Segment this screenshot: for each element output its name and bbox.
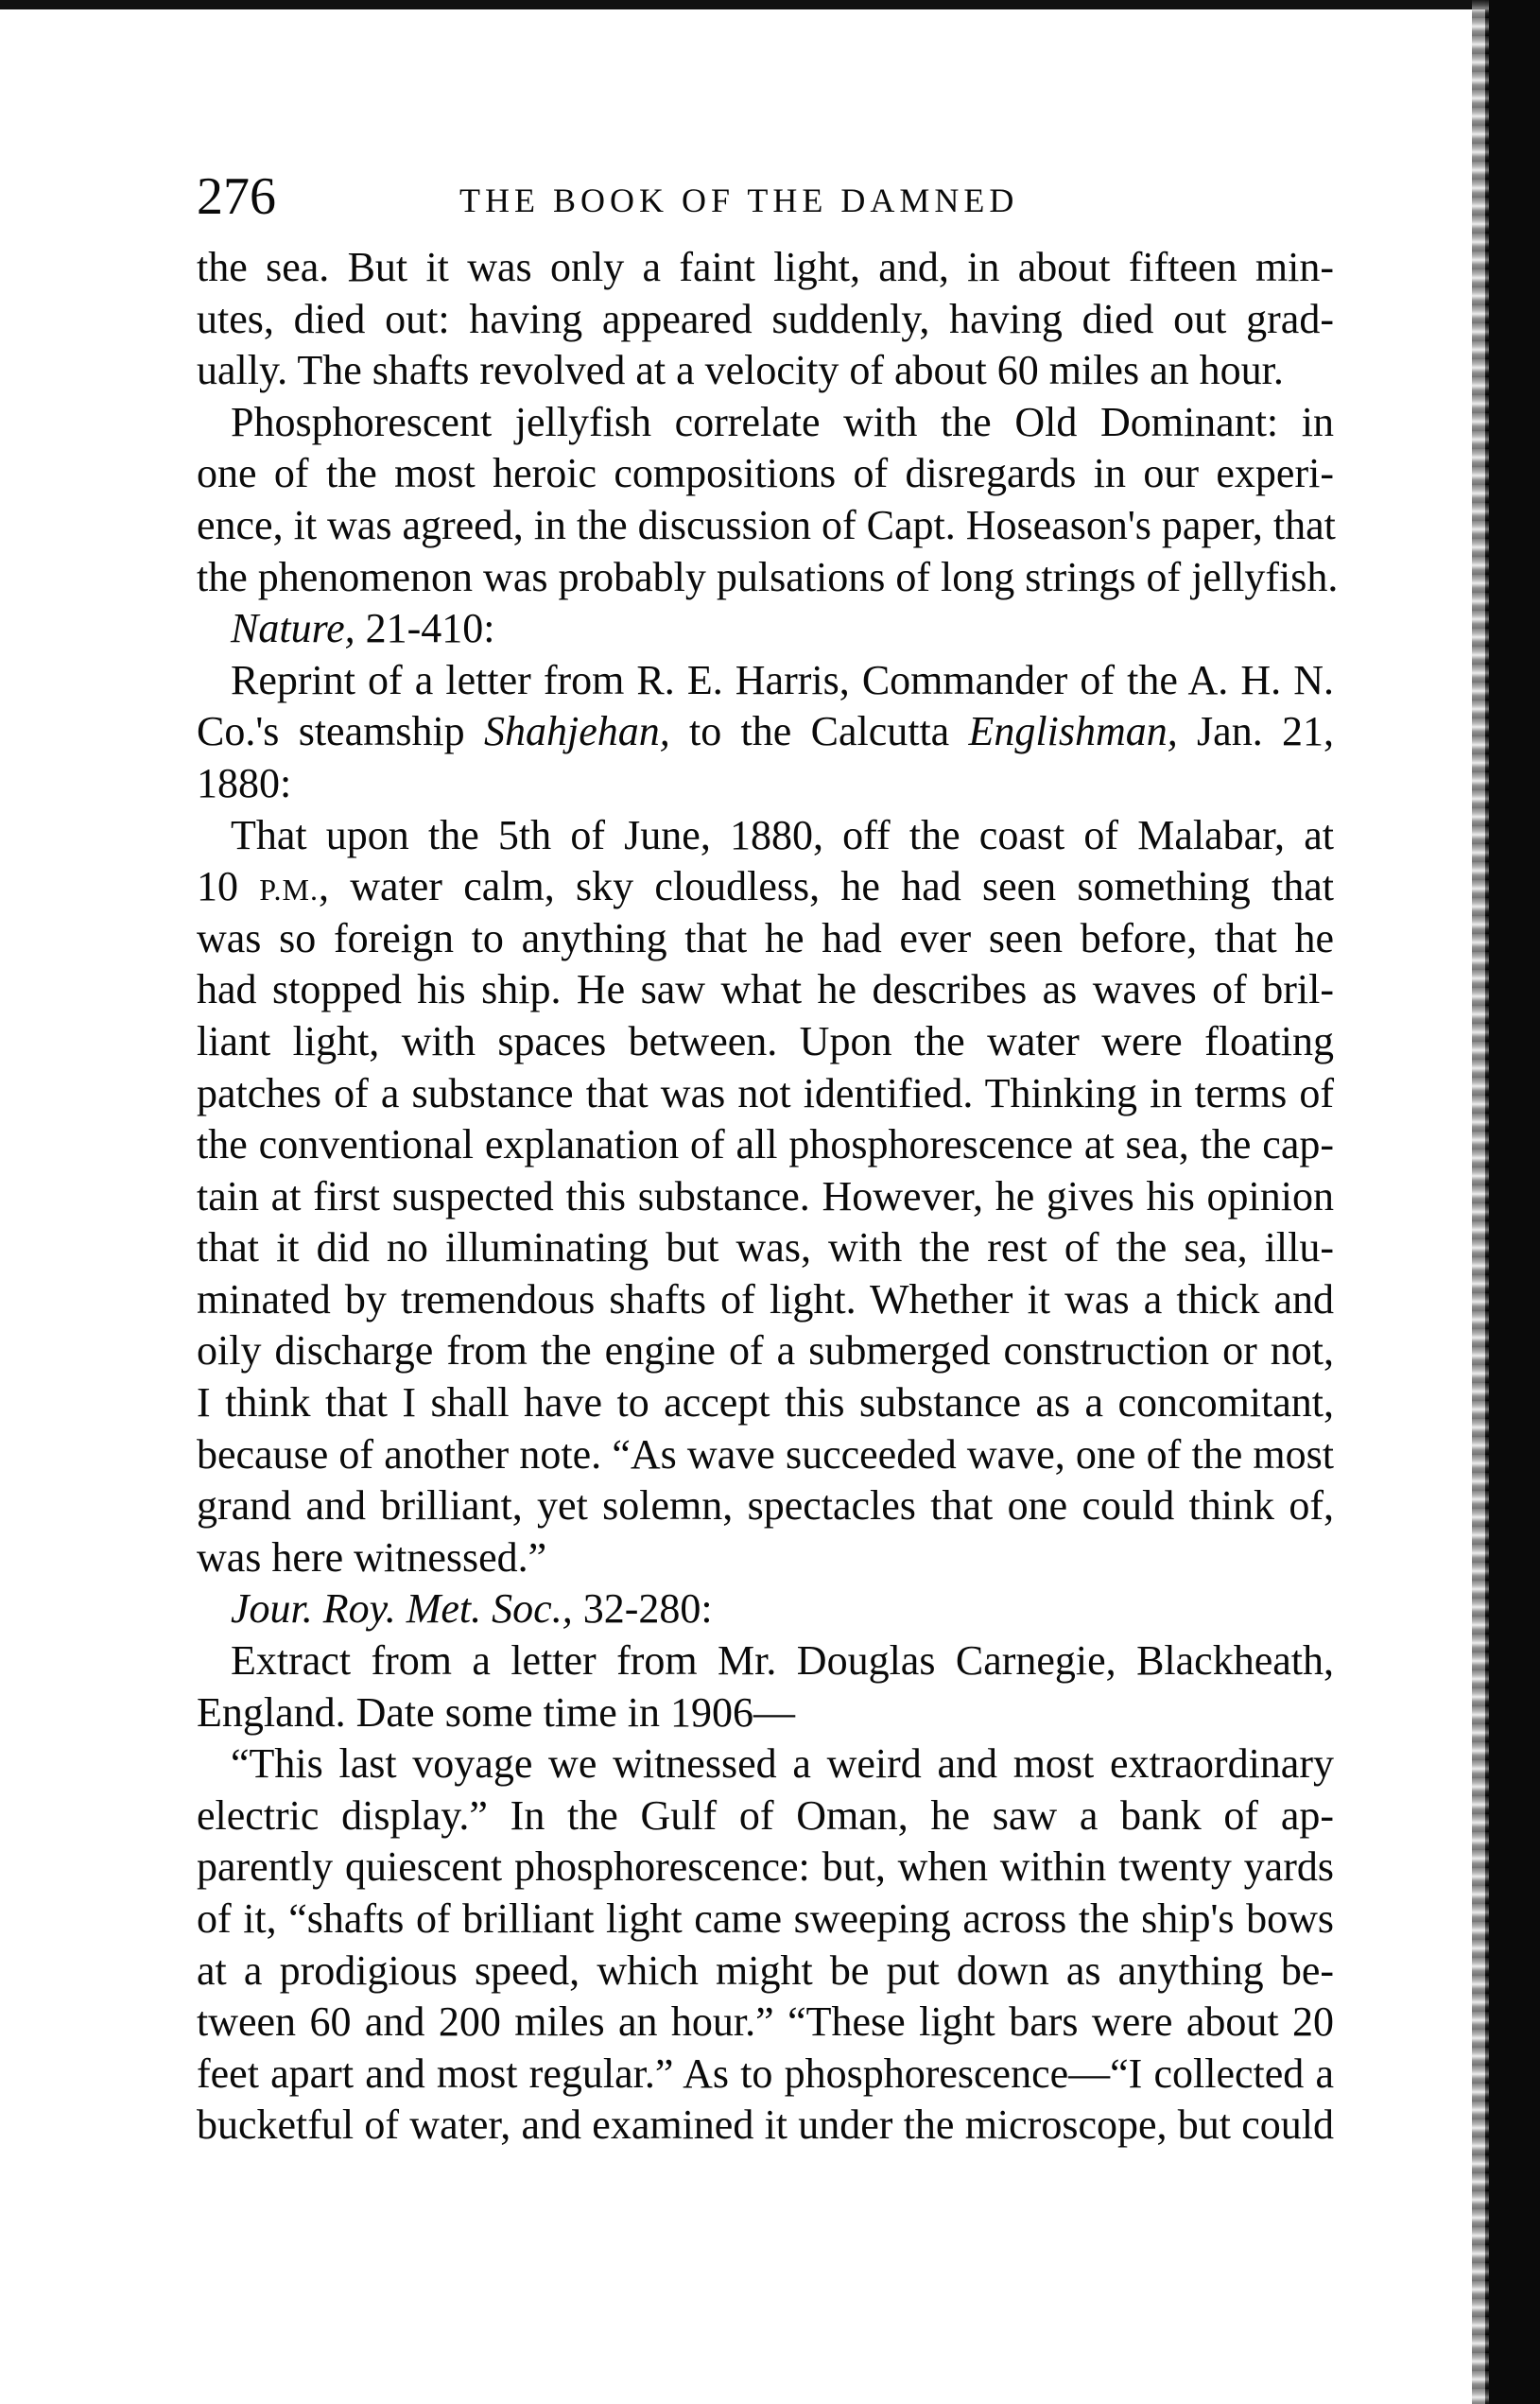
page-header <box>197 161 1331 227</box>
citation-title: Jour. Roy. Met. Soc., <box>231 1585 573 1633</box>
text-fragment: 10 <box>197 863 260 910</box>
text-line: Reprint of a letter from R. E. Harris, Commander of the A. H. N. <box>231 656 1334 703</box>
text-line: was so foreign to anything that he had ever seen before, that he <box>197 914 1334 961</box>
text-line: 1880: <box>197 759 292 806</box>
newspaper-name: Englishman, <box>968 708 1178 755</box>
page-number: 276 <box>197 167 276 226</box>
text-line: grand and brilliant, yet solemn, spectacles that one could think of, <box>197 1482 1334 1530</box>
citation-ref: 32-280: <box>572 1585 713 1633</box>
text-line: the sea. But it was only a faint light, and, in about fifteen min- <box>197 244 1334 290</box>
text-line-steamship <box>197 706 1334 758</box>
text-fragment: to the Calcutta <box>669 708 969 755</box>
citation-title: Nature, <box>231 605 355 652</box>
text-line: That upon the 5th of June, 1880, off the coast of Malabar, at <box>231 811 1334 858</box>
text-line: that it did no illuminating but was, with the rest of the sea, illu- <box>197 1224 1334 1271</box>
citation-nature <box>197 603 1334 655</box>
text-line: I think that I shall have to accept this substance as a concomitant, <box>197 1379 1334 1427</box>
text-line: “This last voyage we witnessed a weird and most extraordinary <box>231 1740 1334 1788</box>
text-line: utes, died out: having appeared suddenly, having died out grad- <box>197 295 1334 342</box>
text-line: because of another note. “As wave succeeded wave, one of the most <box>197 1430 1334 1478</box>
text-line: tween 60 and 200 miles an hour.” “These light bars were about 20 <box>197 1998 1334 2046</box>
text-line: parently quiescent phosphorescence: but, when within twenty yards <box>197 1843 1334 1891</box>
text-line: ually. The shafts revolved at a velocity of about 60 miles an hour. <box>197 347 1284 394</box>
text-fragment: Co.'s steamship <box>197 708 484 755</box>
text-line: one of the most heroic compositions of disregards in our experi- <box>197 450 1334 497</box>
text-line: had stopped his ship. He saw what he describes as waves of bril- <box>197 966 1334 1013</box>
text-fragment: Jan. 21, <box>1177 708 1334 755</box>
text-fragment: , water calm, sky cloudless, he had seen something that <box>318 863 1334 910</box>
ship-name: Shahjehan, <box>483 708 670 755</box>
text-line: the conventional explanation of all phosphorescence at sea, the cap- <box>197 1121 1334 1168</box>
text-line: was here witnessed.” <box>197 1533 547 1581</box>
text-line: electric display.” In the Gulf of Oman, he saw a bank of ap- <box>197 1791 1334 1839</box>
text-line: liant light, with spaces between. Upon the water were floating <box>197 1017 1334 1064</box>
text-line: minated by tremendous shafts of light. Whether it was a thick and <box>197 1275 1334 1323</box>
text-line: oily discharge from the engine of a submerged construction or not, <box>197 1327 1334 1375</box>
text-line: at a prodigious speed, which might be put down as anything be- <box>197 1946 1334 1994</box>
citation-ref: 21-410: <box>355 605 495 652</box>
scan-edge-top <box>0 0 1540 9</box>
text-line: patches of a substance that was not identified. Thinking in terms of <box>197 1069 1334 1116</box>
text-line: the phenomenon was probably pulsations of long strings of jellyfish. <box>197 553 1339 600</box>
citation-jour <box>197 1583 1334 1635</box>
text-line: Phosphorescent jellyfish correlate with the Old Dominant: in <box>231 398 1334 445</box>
text-line: bucketful of water, and examined it under the microscope, but could <box>197 2101 1334 2149</box>
text-line-pm <box>197 861 1334 913</box>
text-line: feet apart and most regular.” As to phosphorescence—“I collected a <box>197 2049 1334 2097</box>
text-line: tain at first suspected this substance. However, he gives his opinion <box>197 1172 1334 1219</box>
text-line: of it, “shafts of brilliant light came sweeping across the ship's bows <box>197 1895 1334 1942</box>
time-abbrev: P.M. <box>259 873 319 908</box>
body-text <box>197 242 1339 2152</box>
text-line: England. Date some time in 1906— <box>197 1688 795 1736</box>
text-line: Extract from a letter from Mr. Douglas Carnegie, Blackheath, <box>231 1637 1334 1685</box>
text-line: ence, it was agreed, in the discussion of Capt. Hoseason's paper, that <box>197 501 1336 548</box>
running-title: THE BOOK OF THE DAMNED <box>459 182 1019 219</box>
scan-edge-right <box>1485 0 1540 2404</box>
